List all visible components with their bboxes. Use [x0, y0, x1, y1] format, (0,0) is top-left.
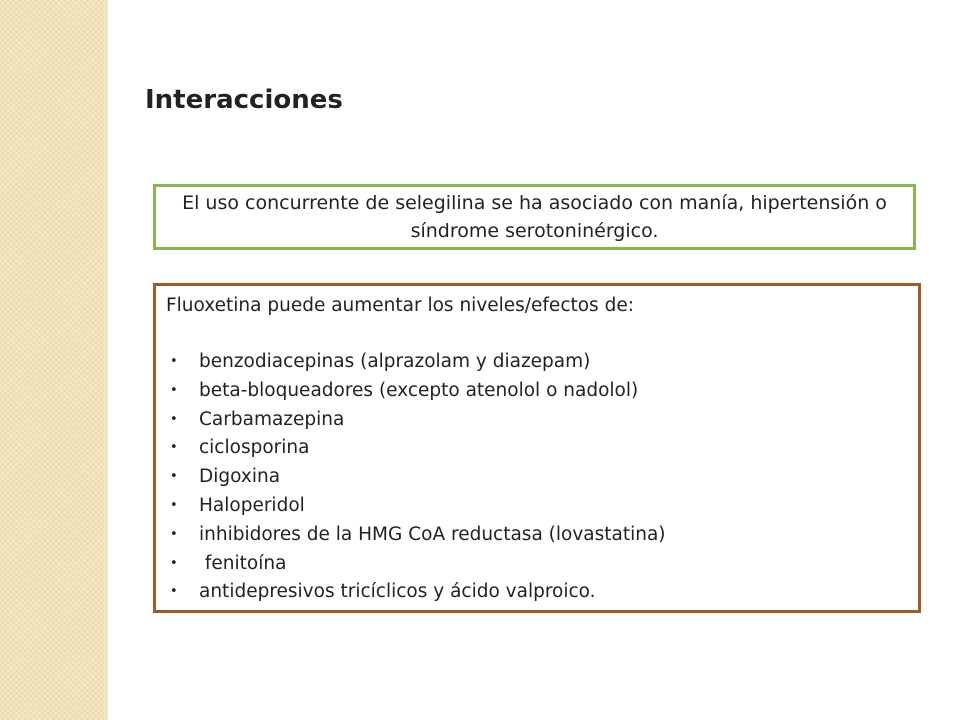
bullet-icon: •	[170, 584, 178, 600]
list-item	[166, 550, 908, 579]
list-item-text: Carbamazepina	[199, 408, 345, 430]
selegiline-note-box	[153, 184, 916, 250]
list-intro: Fluoxetina puede aumentar los niveles/efectos de:	[166, 295, 634, 316]
list-spacer	[166, 320, 908, 348]
list-item-text: Digoxina	[199, 466, 281, 488]
list-item-text: Haloperidol	[199, 494, 305, 516]
bullet-icon: •	[170, 469, 178, 485]
selegiline-note-text: El uso concurrente de selegilina se ha asociado con manía, hipertensión o síndrome serotoninérgico.	[182, 192, 887, 242]
bullet-icon: •	[170, 555, 178, 571]
list-item	[166, 521, 908, 550]
list-item	[166, 492, 908, 521]
list-item	[166, 463, 908, 492]
bullet-icon: •	[170, 354, 178, 369]
list-item-text: ciclosporina	[199, 437, 310, 459]
bullet-icon: •	[170, 526, 178, 542]
list-item	[166, 406, 908, 435]
bullet-icon: •	[170, 411, 178, 427]
list-item	[166, 348, 908, 377]
bullet-icon: •	[170, 382, 178, 398]
interaction-list	[166, 348, 908, 607]
bullet-icon: •	[170, 497, 178, 513]
list-item-text: benzodiacepinas (alprazolam y diazepam)	[199, 351, 591, 372]
list-item-text: fenitoína	[199, 552, 287, 574]
list-item-text: beta-bloqueadores (excepto atenolol o nadolol)	[199, 379, 639, 401]
list-item	[166, 434, 908, 463]
list-item-text: inhibidores de la HMG CoA reductasa (lovastatina)	[199, 523, 666, 545]
decorative-side-band	[0, 0, 104, 720]
side-band-divider	[104, 0, 108, 720]
fluoxetine-interactions-box	[153, 283, 921, 613]
list-item	[166, 377, 908, 406]
list-item-text: antidepresivos tricíclicos y ácido valproico.	[199, 581, 596, 603]
list-item	[166, 578, 908, 607]
slide-title: Interacciones	[145, 85, 343, 115]
bullet-icon: •	[170, 440, 178, 456]
